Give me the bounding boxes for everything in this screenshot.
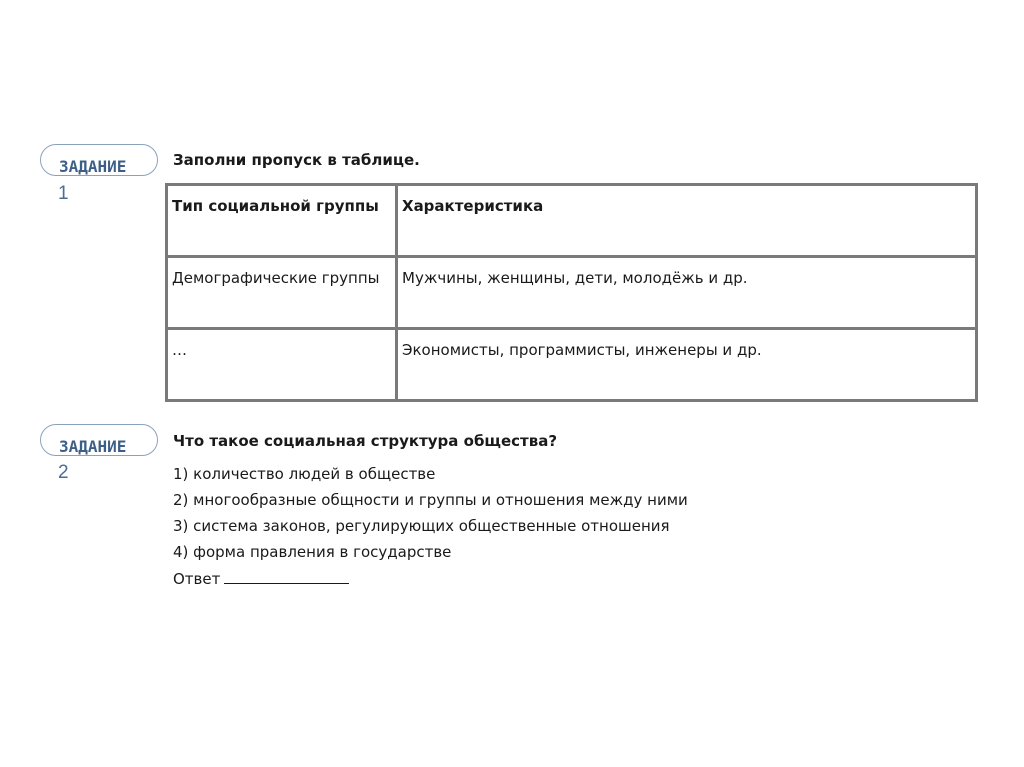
table-cell: Мужчины, женщины, дети, молодёжь и др. (397, 257, 977, 329)
answer-blank[interactable] (224, 569, 349, 584)
answer-row (173, 569, 349, 588)
task2-badge-number: 2 (58, 462, 69, 483)
table-cell: Экономисты, программисты, инженеры и др. (397, 329, 977, 401)
answer-option-4: 4) форма правления в государстве (173, 543, 452, 561)
task1-badge-label: ЗАДАНИЕ (59, 157, 127, 176)
answer-option-2: 2) многообразные общности и группы и отношения между ними (173, 491, 688, 509)
table-header-cell: Тип социальной группы (167, 185, 397, 257)
table-cell-blank[interactable]: … (167, 329, 397, 401)
table-row (167, 257, 977, 329)
task1-title: Заполни пропуск в таблице. (173, 151, 420, 169)
task1-badge-number: 1 (58, 183, 69, 204)
table-header-cell: Характеристика (397, 185, 977, 257)
table-header-row (167, 185, 977, 257)
table-row (167, 329, 977, 401)
task1-table (165, 183, 978, 402)
answer-option-3: 3) система законов, регулирующих общественные отношения (173, 517, 670, 535)
table-cell: Демографические группы (167, 257, 397, 329)
answer-option-1: 1) количество людей в обществе (173, 465, 436, 483)
task2-badge-label: ЗАДАНИЕ (59, 437, 127, 456)
answer-label: Ответ (173, 570, 221, 588)
task2-title: Что такое социальная структура общества? (173, 432, 558, 450)
